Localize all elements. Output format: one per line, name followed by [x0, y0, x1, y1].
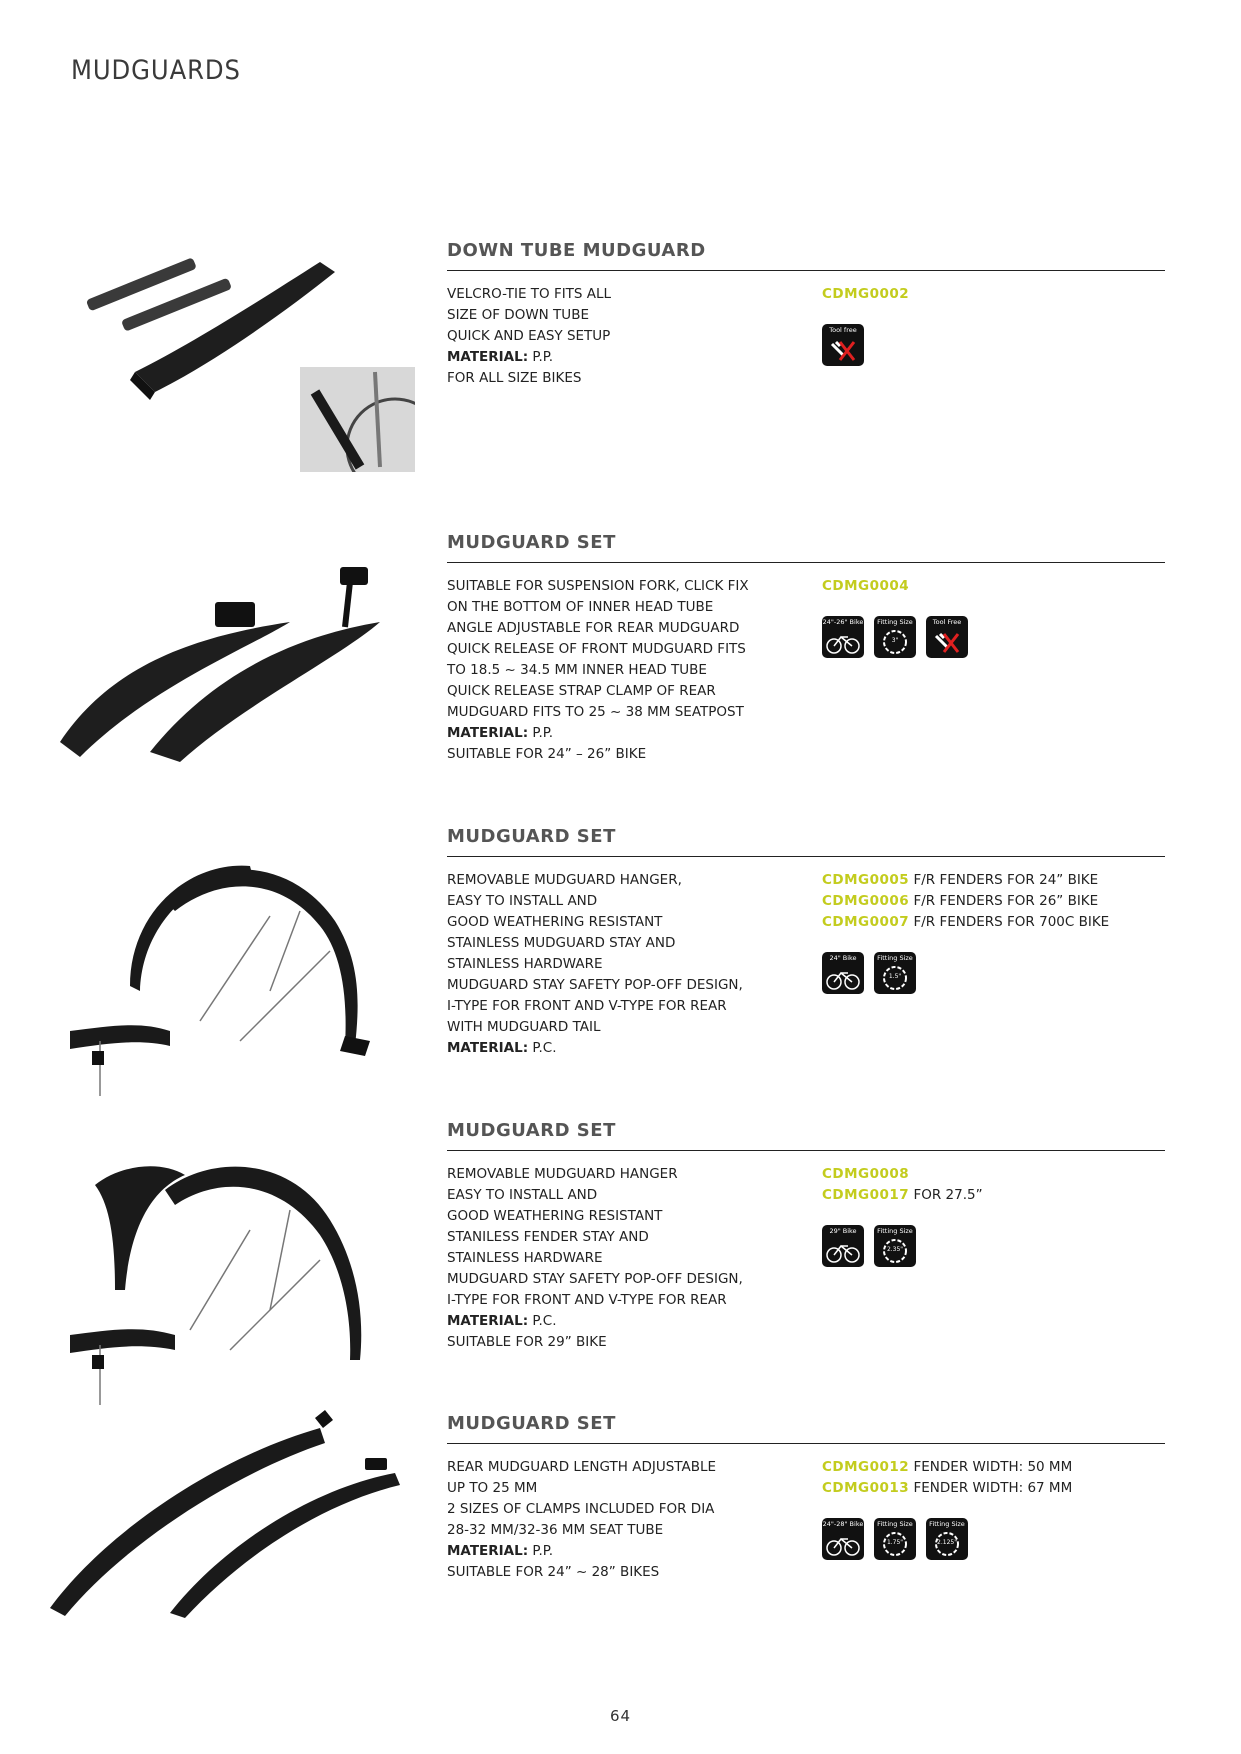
product-codes: [822, 870, 1109, 933]
material-line: [447, 1038, 807, 1059]
description-line: SUITABLE FOR SUSPENSION FORK, CLICK FIX: [447, 578, 749, 594]
fitting-size-icon: Fitting Size 3": [874, 616, 916, 658]
mudguard-set-image: [70, 841, 390, 1101]
section-title: MUDGUARD SET: [447, 1413, 616, 1434]
fitting-size-icon: Fitting Size 1.5": [874, 952, 916, 994]
feature-icons: [822, 1518, 968, 1560]
description-line: QUICK RELEASE OF FRONT MUDGUARD FITS: [447, 641, 746, 657]
product-description: [447, 284, 807, 389]
material-line: [447, 723, 807, 744]
description-line: SIZE OF DOWN TUBE: [447, 307, 589, 323]
material-label: MATERIAL:: [447, 725, 529, 741]
description-line: SUITABLE FOR 24” – 26” BIKE: [447, 746, 647, 762]
product-code-line: [822, 1164, 983, 1185]
description-line: EASY TO INSTALL AND: [447, 893, 598, 909]
material-line: [447, 1311, 807, 1332]
description-line: EASY TO INSTALL AND: [447, 1187, 598, 1203]
product-code-line: [822, 1457, 1072, 1478]
description-line: MUDGUARD FITS TO 25 ~ 38 MM SEATPOST: [447, 704, 744, 720]
feature-icons: [822, 616, 968, 658]
fitting-size-icon: Fitting Size 2.35": [874, 1225, 916, 1267]
down-tube-mudguard-image: [75, 242, 415, 472]
material-label: MATERIAL:: [447, 1313, 529, 1329]
product-code: CDMG0007: [822, 914, 910, 930]
description-line: STANILESS FENDER STAY AND: [447, 1229, 649, 1245]
description-line: ANGLE ADJUSTABLE FOR REAR MUDGUARD: [447, 620, 740, 636]
material-label: MATERIAL:: [447, 1040, 529, 1056]
product-code: CDMG0006: [822, 893, 910, 909]
product-section: [0, 240, 1241, 520]
description-line: ON THE BOTTOM OF INNER HEAD TUBE: [447, 599, 714, 615]
material-value: P.P.: [528, 725, 554, 741]
product-code-note: FENDER WIDTH: 67 MM: [909, 1480, 1073, 1496]
product-code-line: [822, 284, 909, 305]
product-code: CDMG0013: [822, 1480, 910, 1496]
product-description: [447, 1457, 807, 1583]
description-line: 28-32 MM/32-36 MM SEAT TUBE: [447, 1522, 664, 1538]
section-title: MUDGUARD SET: [447, 1120, 616, 1141]
mudguard-set-image: [50, 567, 410, 762]
product-code: CDMG0008: [822, 1166, 910, 1182]
product-code: CDMG0004: [822, 578, 910, 594]
page-number: 64: [609, 1707, 632, 1725]
product-codes: [822, 284, 909, 305]
product-code-note: F/R FENDERS FOR 700C BIKE: [909, 914, 1110, 930]
product-description: [447, 1164, 807, 1353]
tool-free-icon: Tool free: [822, 324, 864, 366]
page-title: MUDGUARDS: [71, 55, 241, 86]
material-line: [447, 347, 807, 368]
description-line: WITH MUDGUARD TAIL: [447, 1019, 601, 1035]
product-section: [0, 826, 1241, 1106]
material-value: P.C.: [528, 1313, 557, 1329]
description-line: I-TYPE FOR FRONT AND V-TYPE FOR REAR: [447, 998, 727, 1014]
feature-icons: [822, 952, 916, 994]
product-section: [0, 1120, 1241, 1400]
product-section: [0, 1413, 1241, 1693]
product-code-note: F/R FENDERS FOR 24” BIKE: [909, 872, 1099, 888]
product-code: CDMG0017: [822, 1187, 910, 1203]
description-line: GOOD WEATHERING RESISTANT: [447, 914, 663, 930]
material-value: P.P.: [528, 1543, 554, 1559]
product-codes: [822, 1164, 983, 1206]
material-value: P.C.: [528, 1040, 557, 1056]
description-line: QUICK AND EASY SETUP: [447, 328, 611, 344]
material-value: P.P.: [528, 349, 554, 365]
section-title: MUDGUARD SET: [447, 826, 616, 847]
mudguard-set-image: [45, 1403, 415, 1618]
mudguard-set-image: [70, 1150, 390, 1410]
section-title: MUDGUARD SET: [447, 532, 616, 553]
fitting-size-icon: Fitting Size 1.75": [874, 1518, 916, 1560]
section-divider: [447, 856, 1165, 857]
description-line: REAR MUDGUARD LENGTH ADJUSTABLE: [447, 1459, 717, 1475]
description-line: REMOVABLE MUDGUARD HANGER: [447, 1166, 678, 1182]
description-line: STAINLESS MUDGUARD STAY AND: [447, 935, 676, 951]
product-code: CDMG0012: [822, 1459, 910, 1475]
material-label: MATERIAL:: [447, 349, 529, 365]
product-description: [447, 870, 807, 1059]
product-code-note: FOR 27.5”: [909, 1187, 983, 1203]
section-divider: [447, 562, 1165, 563]
tool-free-icon: Tool Free: [926, 616, 968, 658]
description-line: GOOD WEATHERING RESISTANT: [447, 1208, 663, 1224]
bike-size-icon: 24"-26" Bike: [822, 616, 864, 658]
section-divider: [447, 1443, 1165, 1444]
product-code-line: [822, 1185, 983, 1206]
product-description: [447, 576, 807, 765]
description-line: VELCRO-TIE TO FITS ALL: [447, 286, 612, 302]
material-label: MATERIAL:: [447, 1543, 529, 1559]
description-line: STAINLESS HARDWARE: [447, 1250, 603, 1266]
bike-size-icon: 29" Bike: [822, 1225, 864, 1267]
product-code: CDMG0002: [822, 286, 910, 302]
section-divider: [447, 1150, 1165, 1151]
description-line: TO 18.5 ~ 34.5 MM INNER HEAD TUBE: [447, 662, 707, 678]
fitting-size-icon: Fitting Size 2.125": [926, 1518, 968, 1560]
description-line: I-TYPE FOR FRONT AND V-TYPE FOR REAR: [447, 1292, 727, 1308]
description-line: STAINLESS HARDWARE: [447, 956, 603, 972]
description-line: 2 SIZES OF CLAMPS INCLUDED FOR DIA: [447, 1501, 715, 1517]
product-code-note: FENDER WIDTH: 50 MM: [909, 1459, 1073, 1475]
description-line: MUDGUARD STAY SAFETY POP-OFF DESIGN,: [447, 1271, 743, 1287]
product-codes: [822, 576, 909, 597]
product-code-line: [822, 576, 909, 597]
product-code: CDMG0005: [822, 872, 910, 888]
section-title: DOWN TUBE MUDGUARD: [447, 240, 706, 261]
material-line: [447, 1541, 807, 1562]
bike-size-icon: 24"-28" Bike: [822, 1518, 864, 1560]
product-codes: [822, 1457, 1072, 1499]
bike-size-icon: 24" Bike: [822, 952, 864, 994]
product-code-note: F/R FENDERS FOR 26” BIKE: [909, 893, 1099, 909]
feature-icons: [822, 1225, 916, 1267]
description-line: SUITABLE FOR 29” BIKE: [447, 1334, 607, 1350]
product-code-line: [822, 912, 1109, 933]
product-code-line: [822, 891, 1109, 912]
section-divider: [447, 270, 1165, 271]
product-code-line: [822, 870, 1109, 891]
product-section: [0, 532, 1241, 812]
product-code-line: [822, 1478, 1072, 1499]
description-line: FOR ALL SIZE BIKES: [447, 370, 582, 386]
description-line: REMOVABLE MUDGUARD HANGER,: [447, 872, 682, 888]
description-line: UP TO 25 MM: [447, 1480, 538, 1496]
feature-icons: [822, 324, 864, 366]
description-line: QUICK RELEASE STRAP CLAMP OF REAR: [447, 683, 716, 699]
description-line: MUDGUARD STAY SAFETY POP-OFF DESIGN,: [447, 977, 743, 993]
description-line: SUITABLE FOR 24” ~ 28” BIKES: [447, 1564, 660, 1580]
